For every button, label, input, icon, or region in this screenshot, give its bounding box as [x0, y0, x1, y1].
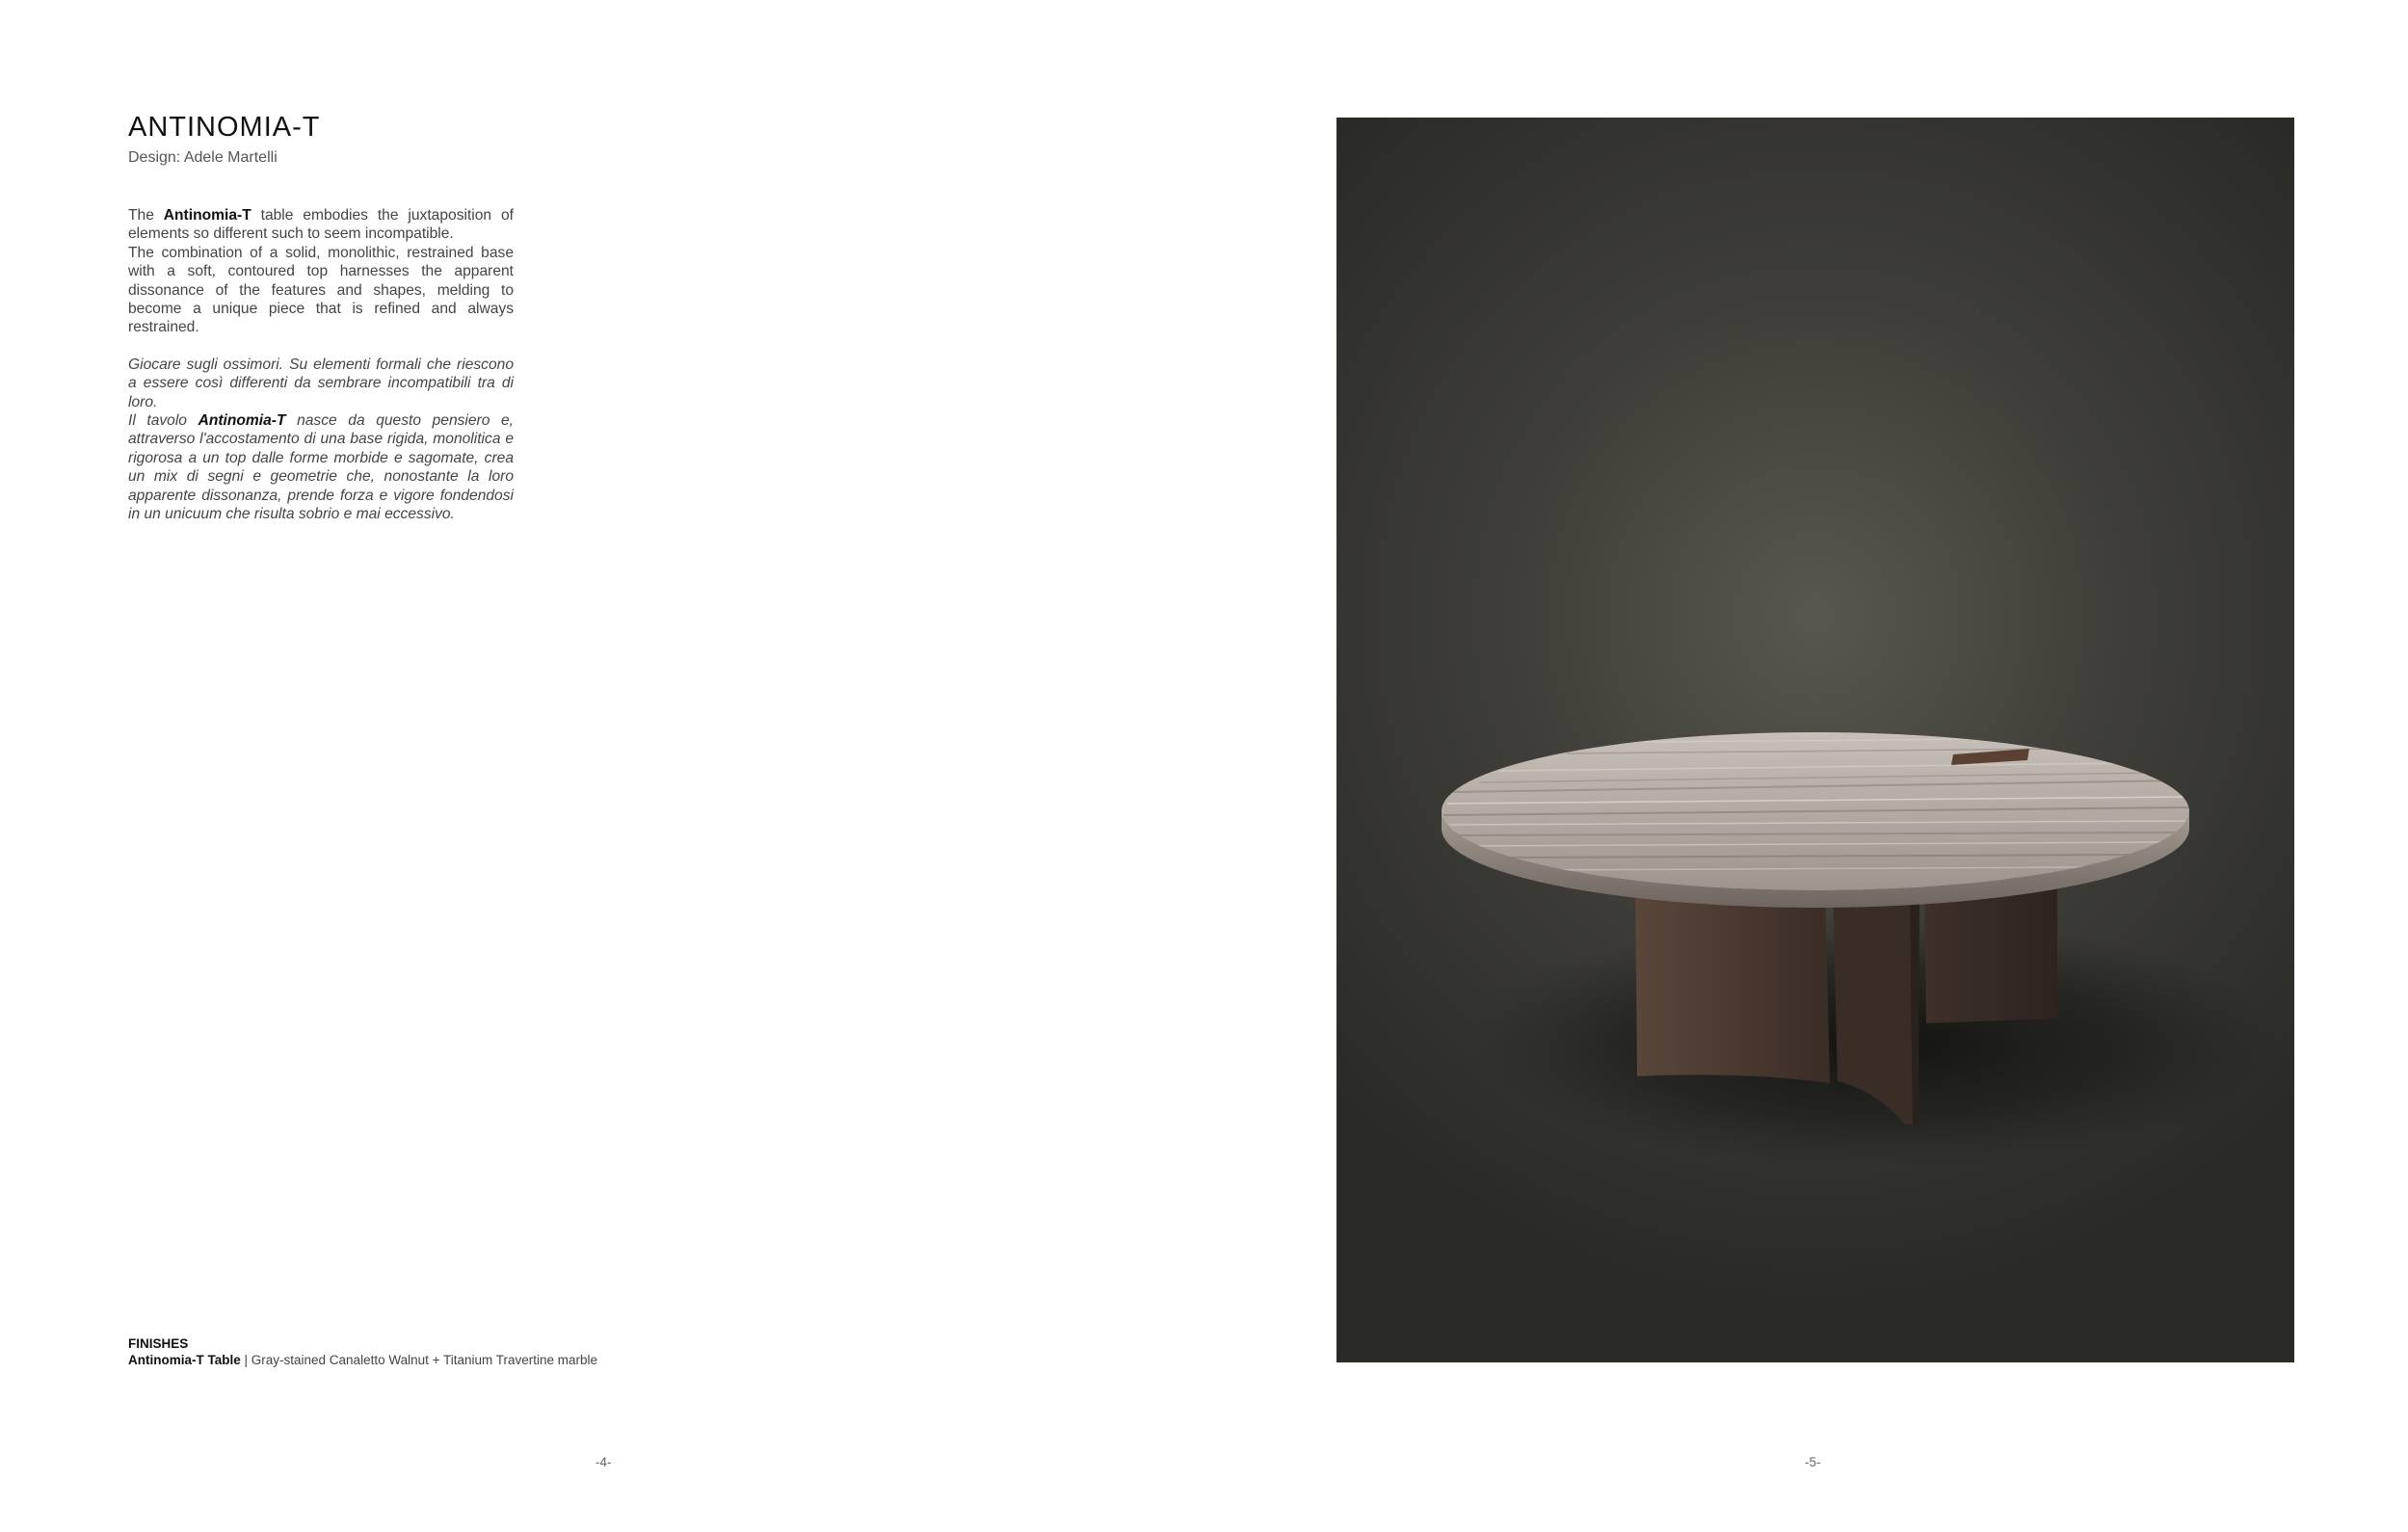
product-photo — [1336, 118, 2294, 1362]
finishes-block — [128, 1335, 597, 1368]
finishes-item-value: | Gray-stained Canaletto Walnut + Titanium Travertine marble — [240, 1353, 598, 1367]
description-it-paragraph-2: Il tavolo Antinomia-T nasce da questo pensiero e, attraverso l'accostamento di una base rigida, monolitica e rigorosa a un top dalle forme morbide e sagomate, crea un mix di segni e geometrie che, nonostante la loro apparente dissonanza, prende forza e vigore fondendosi in un unicuum che risulta sobrio e mai eccessivo. — [128, 412, 514, 523]
finishes-heading: FINISHES — [128, 1336, 189, 1351]
table-illustration — [1336, 118, 2294, 1362]
description-en-paragraph-1: The Antinomia-T table embodies the juxtaposition of elements so different such to seem incompatible. — [128, 207, 514, 243]
finishes-item-label: Antinomia-T Table — [128, 1353, 241, 1367]
finishes-item — [128, 1352, 597, 1368]
table-base-left-panel — [1635, 879, 1830, 1083]
description-it-paragraph-1: Giocare sugli ossimori. Su elementi formali che riescono a essere così differenti da sembrare incompatibili tra di loro. — [128, 356, 514, 410]
page-number-left: -4- — [595, 1455, 612, 1469]
designer-credit: Design: Adele Martelli — [128, 149, 278, 166]
description-en-paragraph-2: The combination of a solid, monolithic, restrained base with a soft, contoured top harnesses the apparent dissonance of the features and shapes, melding to become a unique piece that is refined and always restrained. — [128, 244, 514, 336]
product-name-bold-it: Antinomia-T — [198, 412, 286, 430]
description-column — [128, 206, 514, 524]
page-number-right: -5- — [1805, 1455, 1821, 1469]
product-name-bold: Antinomia-T — [163, 207, 251, 224]
product-title: ANTINOMIA-T — [128, 112, 321, 143]
